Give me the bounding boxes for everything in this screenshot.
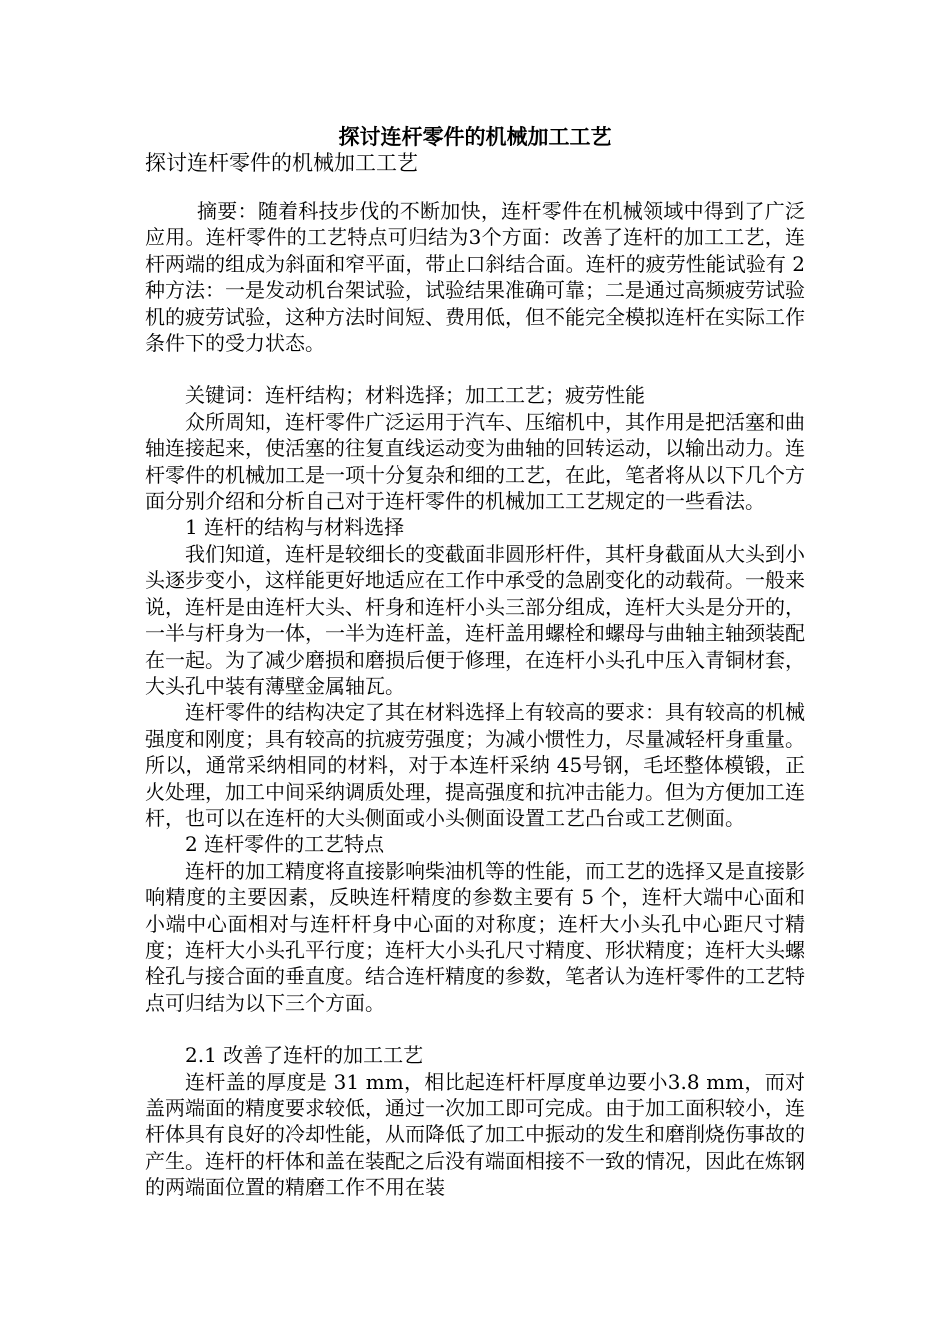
document-subtitle: 探讨连杆零件的机械加工工艺 [145,151,418,175]
section-2-paragraph-1: 连杆的加工精度将直接影响柴油机等的性能，而工艺的选择又是直接影响精度的主要因素，反映连杆精度的参数主要有 5 个，连杆大端中心面和小端中心面相对与连杆杆身中心面的对称度；连杆大小头孔中心距尺寸精度；连杆大小头孔平行度；连杆大小头孔尺寸精度、形状精度；连杆大头螺栓孔与接合面的垂直度。结合连杆精度的参数，笔者认为连杆零件的工艺特点可归结为以下三个方面。 [145,858,805,1015]
section-1-paragraph-1: 我们知道，连杆是较细长的变截面非圆形杆件，其杆身截面从大头到小头逐步变小，这样能更好地适应在工作中承受的急剧变化的动载荷。一般来说，连杆是由连杆大头、杆身和连杆小头三部分组成，连杆大头是分开的，一半与杆身为一体，一半为连杆盖，连杆盖用螺栓和螺母与曲轴主轴颈装配在一起。为了减少磨损和磨损后便于修理，在连杆小头孔中压入青铜材套，大头孔中装有薄壁金属轴瓦。 [145,541,805,698]
keywords-line: 关键词：连杆结构；材料选择；加工工艺；疲劳性能 [185,383,645,408]
intro-paragraph: 众所周知，连杆零件广泛运用于汽车、压缩机中，其作用是把活塞和曲轴连接起来，使活塞的往复直线运动变为曲轴的回转运动，以输出动力。连杆零件的机械加工是一项十分复杂和细的工艺，在此，笔者将从以下几个方面分别介绍和分析自己对于连杆零件的机械加工工艺规定的一些看法。 [145,409,805,514]
section-2-heading: 2 连杆零件的工艺特点 [185,832,385,857]
section-1-heading: 1 连杆的结构与材料选择 [185,515,405,540]
section-1-paragraph-2: 连杆零件的结构决定了其在材料选择上有较高的要求：具有较高的机械强度和刚度；具有较高的抗疲劳强度；为减小惯性力，尽量减轻杆身重量。所以，通常采纳相同的材料，对于本连杆采纳 45号钢，毛坯整体模锻，正火处理，加工中间采纳调质处理，提高强度和抗冲击能力。但为方便加工连杆，也可以在连杆的大头侧面或小头侧面设置工艺凸台或工艺侧面。 [145,700,805,830]
document-title: 探讨连杆零件的机械加工工艺 [338,124,612,149]
abstract-paragraph: 摘要：随着科技步伐的不断加快，连杆零件在机械领域中得到了广泛应用。连杆零件的工艺特点可归结为3个方面：改善了连杆的加工工艺，连杆两端的组成为斜面和窄平面，带止口斜结合面。连杆的疲劳性能试验有 2 种方法：一是发动机台架试验，试验结果准确可靠；二是通过高频疲劳试验机的疲劳试验，这种方法时间短、费用低，但不能完全模拟连杆在实际工作条件下的受力状态。 [145,199,805,356]
section-2-1-heading: 2.1 改善了连杆的加工工艺 [185,1043,424,1068]
section-2-1-paragraph-1: 连杆盖的厚度是 31 mm，相比起连杆杆厚度单边要小3.8 mm，而对盖两端面的精度要求较低，通过一次加工即可完成。由于加工面积较小，连杆体具有良好的冷却性能，从而降低了加工中振动的发生和磨削烧伤事故的产生。连杆的杆体和盖在装配之后没有端面相接不一致的情况，因此在炼钢的两端面位置的精磨工作不用在装 [145,1069,805,1200]
document-body [145,198,805,1201]
